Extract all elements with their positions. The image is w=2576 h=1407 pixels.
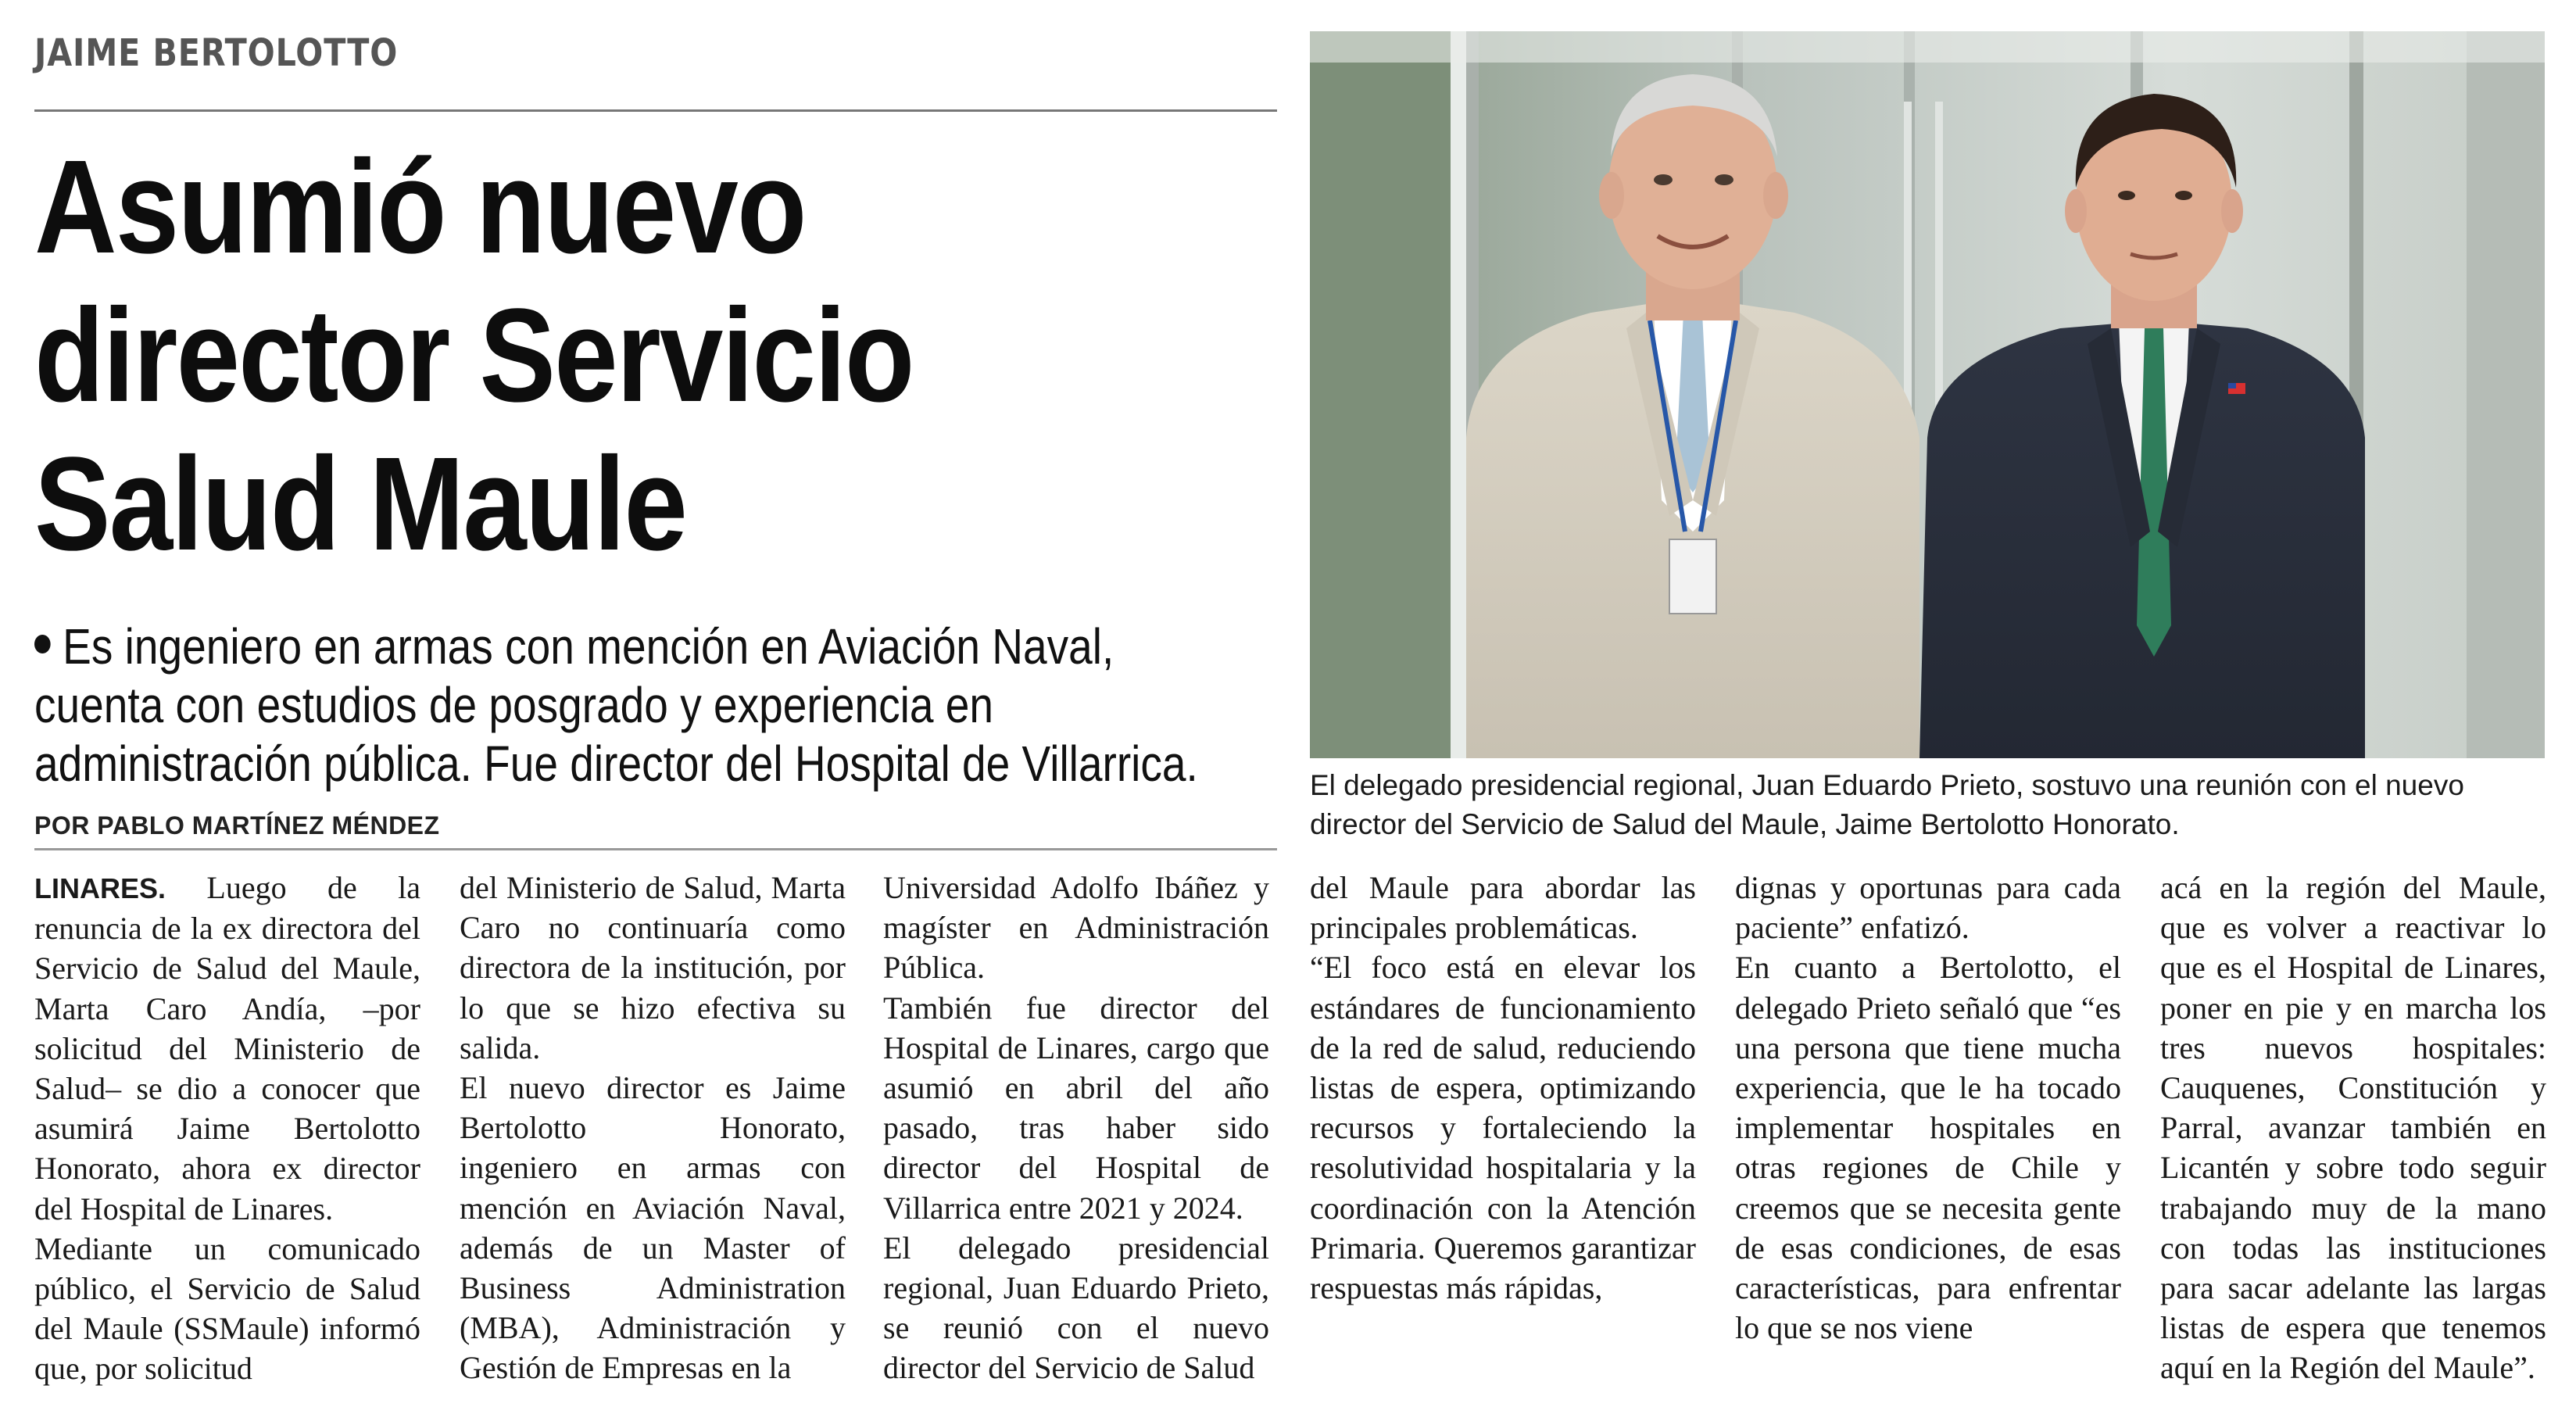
dek-line-2: cuenta con estudios de posgrado y experiencia en <box>34 677 994 733</box>
headline-line-1: Asumió nuevo <box>34 133 806 281</box>
dek-line-3: administración pública. Fue director del Hospital de Villarrica. <box>34 736 1198 792</box>
paragraph: En cuanto a Bertolotto, el delegado Prieto señaló que “es una persona que tiene mucha experiencia, que le ha tocado implementar hospitales en otras regiones de Chile y creemos que se necesita gente de esas condiciones, de esas características, para enfrentar lo que se nos viene <box>1735 950 2121 1346</box>
paragraph: Mediante un comunicado público, el Servicio de Salud del Maule (SSMaule) informó que, por solicitud <box>34 1230 420 1387</box>
article-column-6 <box>2160 868 2546 1388</box>
paragraph: El delegado presidencial regional, Juan Eduardo Prieto, se reunió con el nuevo director del Servicio de Salud <box>883 1230 1269 1386</box>
subheadline <box>34 618 1211 793</box>
paragraph: “El foco está en elevar los estándares de funcionamiento de la red de salud, reduciendo listas de espera, optimizando recursos y fortaleciendo la resolutividad hospitalaria y la coordinación con la Atención Primaria. Queremos garantizar respuestas más rápidas, <box>1310 950 1696 1306</box>
section-kicker: JAIME BERTOLOTTO <box>34 31 399 75</box>
paragraph: del Maule para abordar las principales problemáticas. <box>1310 870 1696 946</box>
caption-line-2: director del Servicio de Salud del Maule, Jaime Bertolotto Honorato. <box>1310 808 2180 840</box>
top-divider <box>34 109 1277 112</box>
bullet-icon <box>34 635 51 653</box>
paragraph: del Ministerio de Salud, Marta Caro no continuaría como directora de la institución, por lo que se hizo efectiva su salida. <box>460 870 846 1065</box>
article-column-2 <box>460 868 846 1388</box>
left-foliage <box>1310 31 1451 758</box>
paragraph: dignas y oportunas para cada paciente” enfatizó. <box>1735 870 2121 946</box>
dateline: LINARES. <box>34 872 166 904</box>
paragraph <box>34 868 420 1229</box>
byline: POR PABLO MARTÍNEZ MÉNDEZ <box>34 811 440 840</box>
photo-illustration <box>1310 31 2545 758</box>
dek-line-1 <box>34 618 1211 676</box>
headline <box>34 133 1083 578</box>
caption-line-1: El delegado presidencial regional, Juan Eduardo Prieto, sostuvo una reunión con el nuevo <box>1310 769 2464 801</box>
paragraph: acá en la región del Maule, que es volver a reactivar lo que es el Hospital de Linares, poner en pie y en marcha los tres nuevos hospitales: Cauquenes, Constitución y Parral, avanzar también en Licantén y sobre todo seguir trabajando muy de la mano con todas las instituciones para sacar adelante las largas listas de espera que tenemos aquí en la Región del Maule”. <box>2160 870 2546 1386</box>
headline-line-2: director Servicio <box>34 281 914 430</box>
paragraph: Universidad Adolfo Ibáñez y magíster en Administración Pública. <box>883 870 1269 986</box>
paragraph: El nuevo director es Jaime Bertolotto Honorato, ingeniero en armas con mención en Aviación Naval, además de un Master of Business Administration (MBA), Administración y Gestión de Empresas en la <box>460 1070 846 1386</box>
article-column-3 <box>883 868 1269 1388</box>
article-column-4 <box>1310 868 1696 1308</box>
paragraph: También fue director del Hospital de Linares, cargo que asumió en abril del año pasado, tras haber sido director del Hospital de Villarrica entre 2021 y 2024. <box>883 990 1269 1226</box>
byline-divider <box>34 848 1277 850</box>
photo-caption <box>1310 766 2560 844</box>
news-photo <box>1310 31 2545 758</box>
article-column-1 <box>34 868 420 1389</box>
dek-line-1-text: Es ingeniero en armas con mención en Aviación Naval, <box>63 618 1114 675</box>
headline-line-3: Salud Maule <box>34 430 687 578</box>
article-column-5 <box>1735 868 2121 1348</box>
paragraph-text: Luego de la renuncia de la ex directora del Servicio de Salud del Maule, Marta Caro Andía, –por solicitud del Ministerio de Salud– se dio a conocer que asumirá Jaime Bertolotto Honorato, ahora ex director del Hospital de Linares. <box>34 870 420 1226</box>
